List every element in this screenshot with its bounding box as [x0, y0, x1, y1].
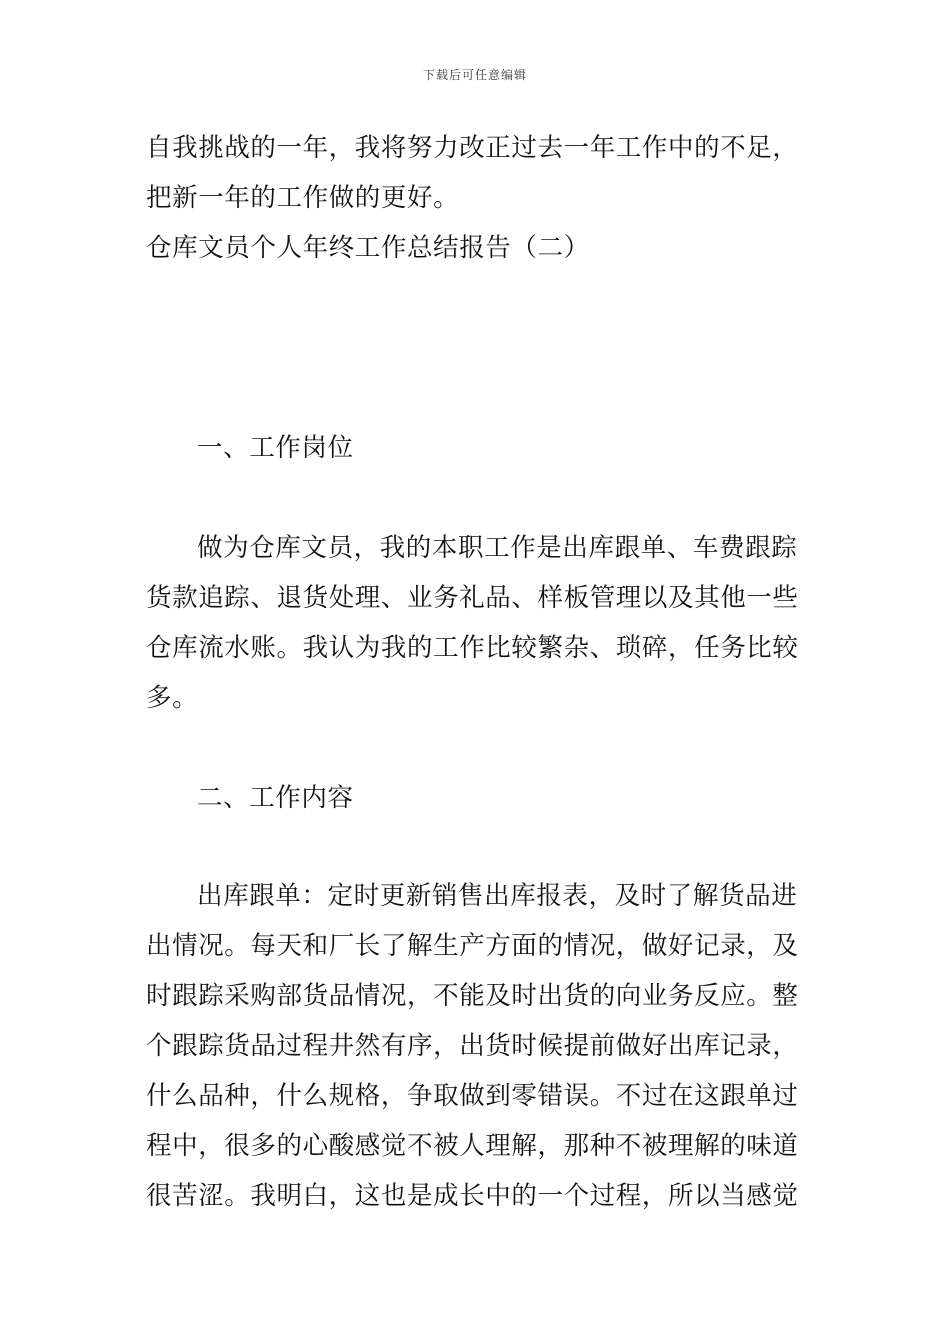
section-heading: 一、工作岗位 — [197, 433, 354, 463]
body-line: 很苦涩。我明白，这也是成长中的一个过程，所以当感觉 — [146, 1181, 799, 1211]
body-line: 做为仓库文员，我的本职工作是出库跟单、车费跟踪 — [197, 533, 798, 563]
body-line: 出库跟单：定时更新销售出库报表，及时了解货品进 — [197, 881, 798, 911]
section-heading: 二、工作内容 — [197, 783, 354, 813]
section-title: 仓库文员个人年终工作总结报告（二） — [146, 233, 590, 263]
body-line: 货款追踪、退货处理、业务礼品、样板管理以及其他一些 — [146, 583, 799, 613]
body-line: 时跟踪采购部货品情况，不能及时出货的向业务反应。整 — [146, 981, 799, 1011]
body-line: 什么品种，什么规格，争取做到零错误。不过在这跟单过 — [146, 1081, 799, 1111]
body-line: 自我挑战的一年，我将努力改正过去一年工作中的不足， — [146, 133, 799, 163]
body-line: 出情况。每天和厂长了解生产方面的情况，做好记录，及 — [146, 931, 799, 961]
body-line: 个跟踪货品过程井然有序，出货时候提前做好出库记录， — [146, 1031, 799, 1061]
body-line: 多。 — [146, 683, 199, 713]
body-line: 把新一年的工作做的更好。 — [146, 183, 460, 213]
header-note: 下载后可任意编辑 — [422, 68, 527, 82]
body-line: 程中，很多的心酸感觉不被人理解，那种不被理解的味道 — [146, 1131, 799, 1161]
body-line: 仓库流水账。我认为我的工作比较繁杂、琐碎，任务比较 — [146, 633, 799, 663]
